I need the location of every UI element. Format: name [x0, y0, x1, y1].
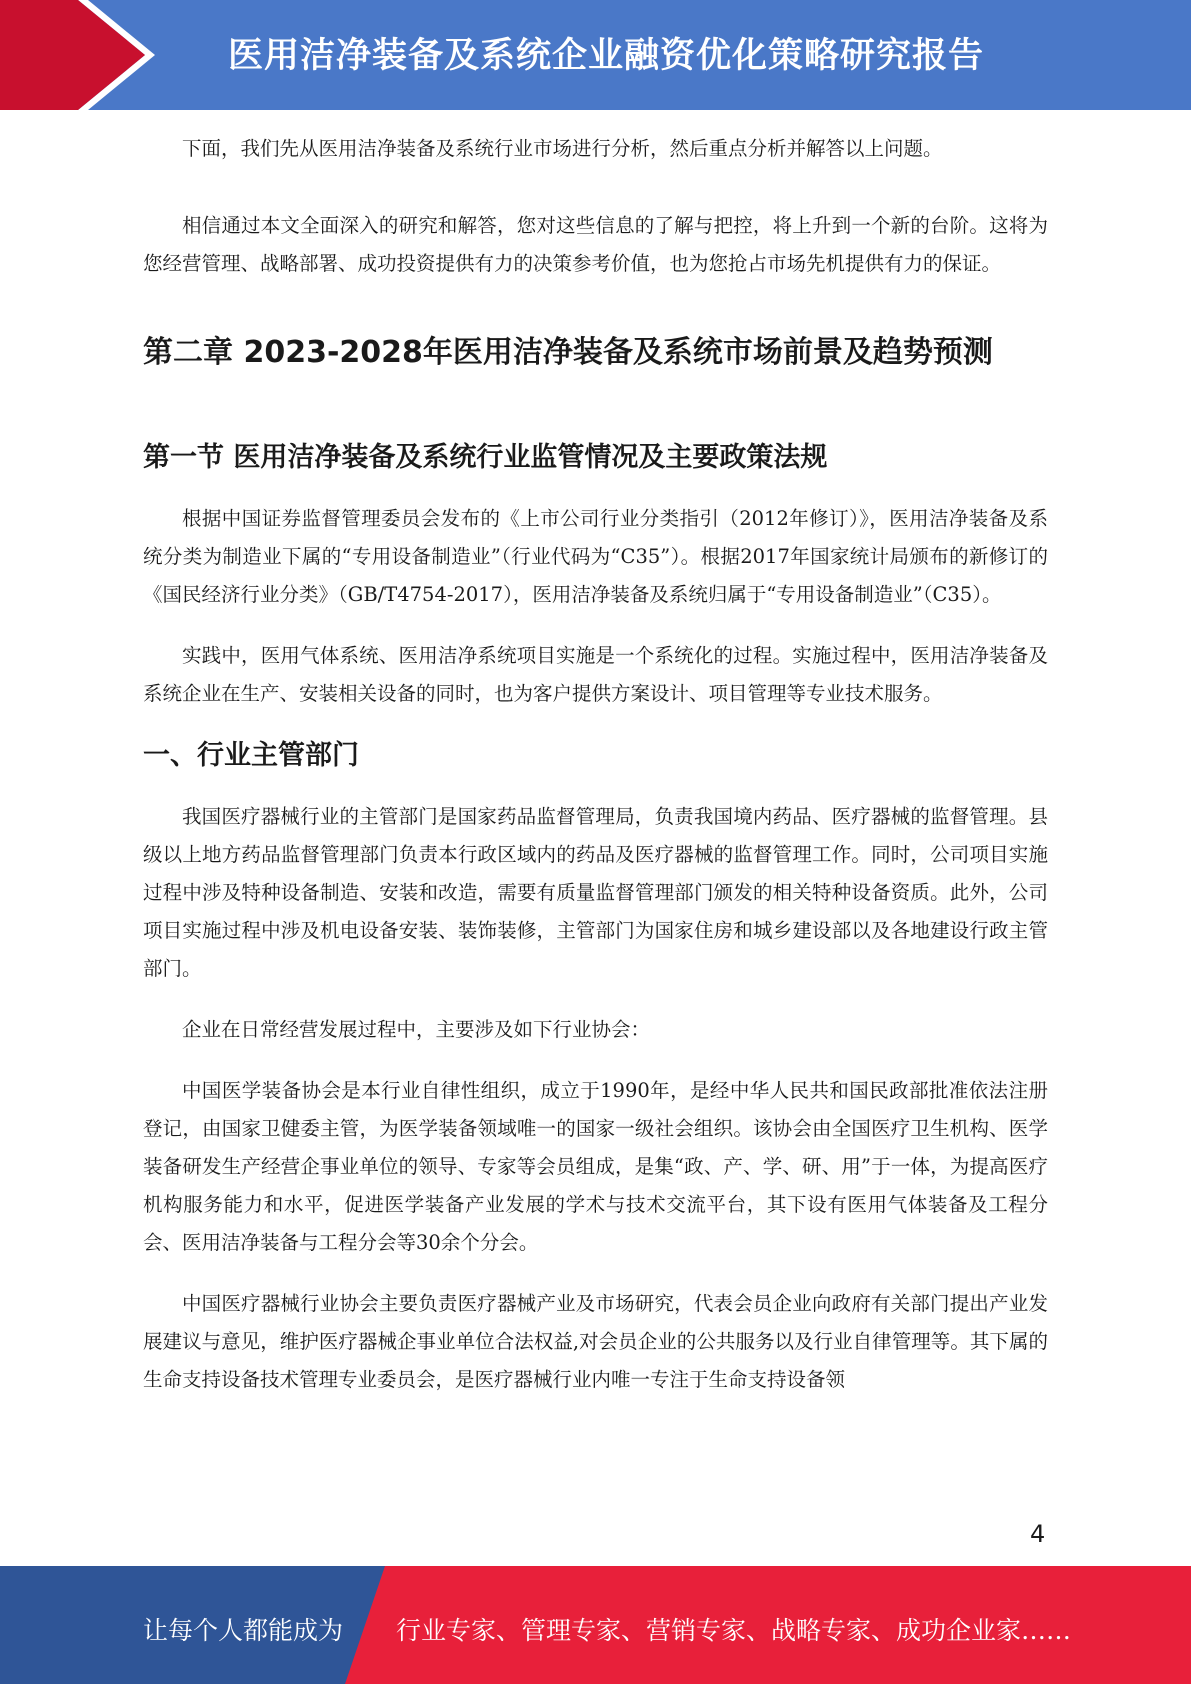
- page-header: [0, 0, 1191, 110]
- paragraph-intro-1: 下面，我们先从医用洁净装备及系统行业市场进行分析，然后重点分析并解答以上问题。: [182, 137, 943, 160]
- footer-slogan-left: 让每个人都能成为: [143, 1616, 344, 1645]
- paragraph-cmea: 中国医学装备协会是本行业自律性组织，成立于1990年，是经中华人民共和国民政部批准依法注册登记，由国家卫健委主管，为医学装备领域唯一的国家一级社会组织。该协会由全国医疗卫生机构、医学装备研发生产经营企事业单位的领导、专家等会员组成，是集“政、产、学、研、用”于一体，为提高医疗机构服务能力和水平，促进医学装备产业发展的学术与技术交流平台，其下设有医用气体装备及工程分会、医用洁净装备与工程分会等30余个分会。: [143, 1079, 1048, 1254]
- paragraph-associations: 企业在日常经营发展过程中，主要涉及如下行业协会：: [182, 1018, 651, 1041]
- page-content: [143, 130, 1048, 1399]
- paragraph-camdi: 中国医疗器械行业协会主要负责医疗器械产业及市场研究，代表会员企业向政府有关部门提出产业发展建议与意见，维护医疗器械企事业单位合法权益,对会员企业的公共服务以及行业自律管理等。其下属的生命支持设备技术管理专业委员会，是医疗器械行业内唯一专注于生命支持设备领: [143, 1292, 1048, 1391]
- document-title: 医用洁净装备及系统企业融资优化策略研究报告: [228, 36, 985, 76]
- section-title: 第一节 医用洁净装备及系统行业监管情况及主要政策法规: [143, 442, 828, 473]
- footer-slogan-right: 行业专家、管理专家、营销专家、战略专家、成功企业家……: [396, 1616, 1072, 1645]
- page-number: 4: [1030, 1520, 1046, 1548]
- paragraph-authority: 我国医疗器械行业的主管部门是国家药品监督管理局，负责我国境内药品、医疗器械的监督管理。县级以上地方药品监督管理部门负责本行政区域内的药品及医疗器械的监督管理工作。同时，公司项目实施过程中涉及特种设备制造、安装和改造，需要有质量监督管理部门颁发的相关特种设备资质。此外，公司项目实施过程中涉及机电设备安装、装饰装修，主管部门为国家住房和城乡建设部以及各地建设行政主管部门。: [143, 805, 1048, 980]
- paragraph-classification: 根据中国证券监督管理委员会发布的《上市公司行业分类指引（2012年修订）》，医用洁净装备及系统分类为制造业下属的“专用设备制造业”（行业代码为“C35”）。根据2017年国家统计局颁布的新修订的《国民经济行业分类》（GB/T4754-2017），医用洁净装备及系统归属于“专用设备制造业”（C35）。: [143, 507, 1048, 606]
- paragraph-intro-2: 相信通过本文全面深入的研究和解答，您对这些信息的了解与把控，将上升到一个新的台阶。这将为您经营管理、战略部署、成功投资提供有力的决策参考价值，也为您抢占市场先机提供有力的保证。: [143, 214, 1048, 275]
- chapter-title: 第二章 2023-2028年医用洁净装备及系统市场前景及趋势预测: [143, 335, 993, 370]
- paragraph-practice: 实践中，医用气体系统、医用洁净系统项目实施是一个系统化的过程。实施过程中，医用洁净装备及系统企业在生产、安装相关设备的同时，也为客户提供方案设计、项目管理等专业技术服务。: [143, 644, 1048, 705]
- subsection-title: 一、行业主管部门: [143, 740, 359, 771]
- page-footer: [0, 1566, 1191, 1684]
